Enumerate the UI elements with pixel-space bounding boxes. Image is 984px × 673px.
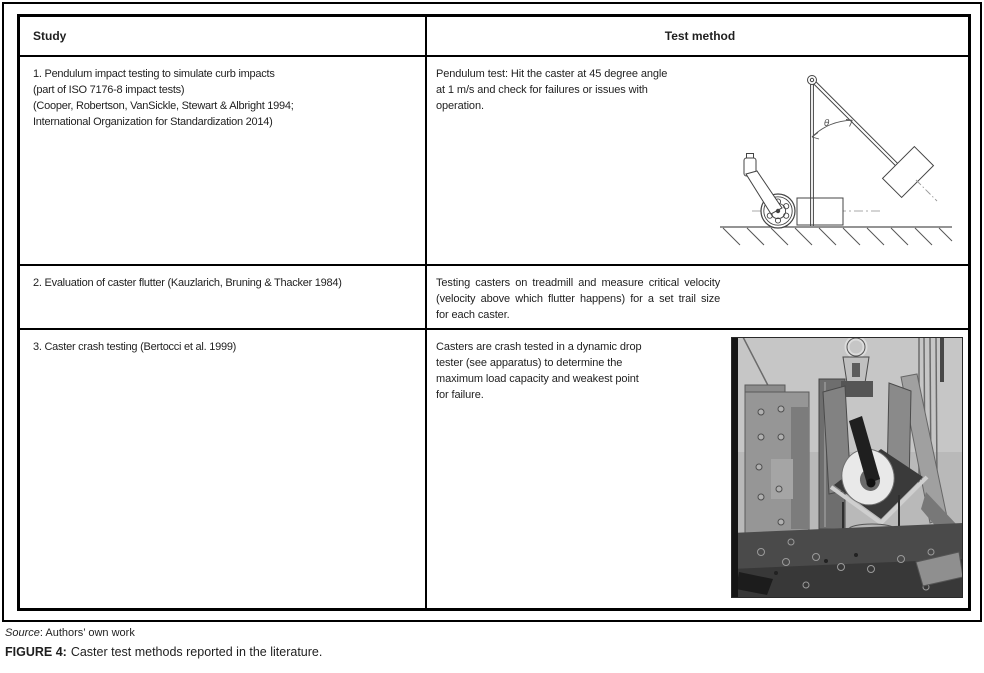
- drop-tester-photo: [731, 337, 963, 598]
- method-text-line: Casters are crash tested in a dynamic drop: [436, 341, 642, 353]
- method-text-line: tester (see apparatus) to determine the: [436, 357, 623, 369]
- angle-arc: [812, 120, 852, 140]
- method-text-line: for each caster.: [436, 309, 510, 321]
- pivot-joint: [808, 76, 817, 85]
- header-cell-test-method: [427, 17, 968, 55]
- study-text-line: 3. Caster crash testing (Bertocci et al. 1999): [33, 341, 237, 353]
- method-text-line: at 1 m/s and check for failures or issues with: [436, 84, 648, 96]
- pendulum-diagram-svg: [700, 60, 960, 260]
- table-header-row: [20, 17, 968, 55]
- method-text-line: maximum load capacity and weakest point: [436, 373, 639, 385]
- method-text-line: Pendulum test: Hit the caster at 45 degree angle: [436, 68, 668, 80]
- study-column-header: Study: [33, 29, 67, 43]
- caster-axle: [776, 209, 780, 213]
- method-text-line: operation.: [436, 100, 484, 112]
- hammer-centerline: [916, 180, 937, 201]
- figure-caption-text: Caster test methods reported in the literature.: [70, 645, 323, 659]
- study-cell-row3: [20, 330, 427, 608]
- study-text-line: (Cooper, Robertson, VanSickle, Stewart & Albright 1994;: [33, 100, 294, 112]
- method-text-line: for failure.: [436, 389, 484, 401]
- study-text-line: International Organization for Standardization 2014): [33, 116, 273, 128]
- source-label: Source: [5, 627, 40, 639]
- base-plate: [731, 523, 963, 598]
- test-method-column-header: Test method: [664, 29, 736, 43]
- table-row: [20, 264, 968, 328]
- caster-test-methods-table: [17, 14, 971, 611]
- study-text-line: (part of ISO 7176-8 impact tests): [33, 84, 185, 96]
- method-cell-row2: [427, 266, 968, 328]
- caster-assembly: [744, 154, 795, 229]
- study-cell-row2: [20, 266, 427, 328]
- study-cell-row1: [20, 57, 427, 264]
- figure-number-label: FIGURE 4:: [5, 645, 67, 659]
- pendulum-test-diagram: [700, 60, 960, 260]
- header-cell-study: [20, 17, 427, 55]
- drop-tester-photo-svg: [731, 337, 963, 598]
- ground-hatching: [720, 227, 952, 245]
- study-text-line: 1. Pendulum impact testing to simulate curb impacts: [33, 68, 275, 80]
- source-text: : Authors’ own work: [39, 627, 135, 639]
- theta-label: θ: [824, 119, 830, 129]
- table-row: [20, 328, 968, 608]
- method-cell-row1: [427, 57, 968, 264]
- table-row: [20, 55, 968, 264]
- figure-caption: [5, 645, 322, 659]
- method-text-line: Testing casters on treadmill and measure critical velocity: [436, 277, 721, 289]
- left-steel-plate: [745, 385, 809, 542]
- striker-block: [797, 198, 843, 225]
- source-note: [5, 627, 135, 639]
- study-text-line: 2. Evaluation of caster flutter (Kauzlarich, Bruning & Thacker 1984): [33, 277, 342, 289]
- method-cell-row3: [427, 330, 968, 608]
- method-text-line: (velocity above which flutter happens) for a set trail size: [436, 293, 721, 305]
